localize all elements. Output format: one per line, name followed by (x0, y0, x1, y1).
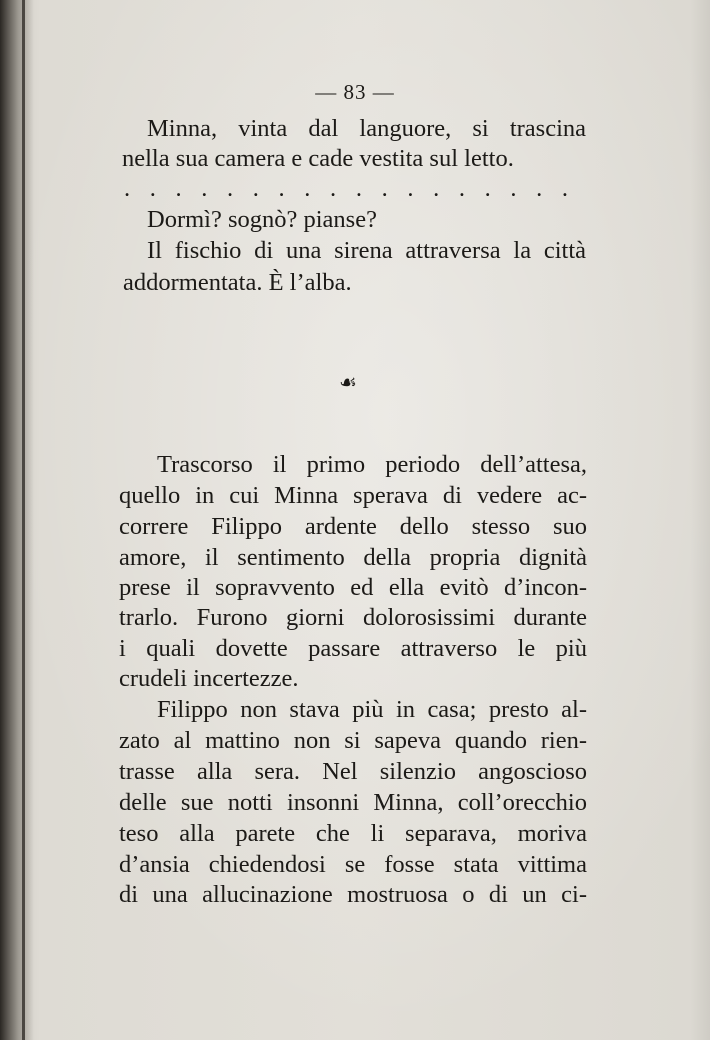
text-line: trarlo. Furono giorni dolorosissimi durante (119, 604, 587, 631)
text-line: quello in cui Minna sperava di vedere ac- (119, 482, 587, 509)
text-line: Il fischio di una sirena attraversa la città (147, 237, 586, 264)
spine-line (22, 0, 25, 1040)
section-ornament: ☙ (339, 372, 357, 394)
text-line: Minna, vinta dal languore, si trascina (147, 115, 586, 142)
text-line: zato al mattino non si sapeva quando rien- (119, 727, 587, 754)
text-line: correre Filippo ardente dello stesso suo (119, 513, 587, 540)
text-line: Dormì? sognò? pianse? (147, 206, 377, 233)
text-line: Trascorso il primo periodo dell’attesa, (157, 451, 587, 478)
text-line: amore, il sentimento della propria dignità (119, 544, 587, 571)
text-line: trasse alla sera. Nel silenzio angoscioso (119, 758, 587, 785)
text-line: delle sue notti insonni Minna, coll’orecchio (119, 789, 587, 816)
text-line: nella sua camera e cade vestita sul letto. (122, 145, 514, 172)
spine-shadow (0, 0, 34, 1040)
ellipsis-line: . . . . . . . . . . . . . . . . . . (124, 175, 570, 202)
text-line: d’ansia chiedendosi se fosse stata vittima (119, 851, 587, 878)
text-line: teso alla parete che li separava, moriva (119, 820, 587, 847)
text-line: crudeli incertezze. (119, 665, 299, 692)
text-line: Filippo non stava più in casa; presto al- (157, 696, 587, 723)
text-line: di una allucinazione mostruosa o di un ci- (119, 881, 587, 908)
text-line: i quali dovette passare attraverso le più (119, 635, 587, 662)
text-line: addormentata. È l’alba. (123, 269, 352, 296)
page-number: — 83 — (315, 80, 395, 104)
text-line: prese il sopravvento ed ella evitò d’incon- (119, 574, 587, 601)
